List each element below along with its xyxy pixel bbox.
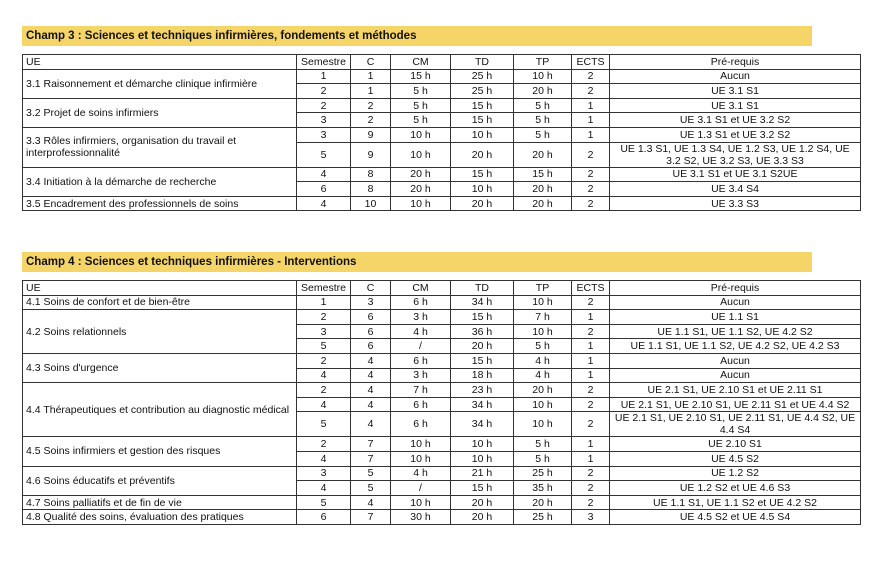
ue-cell: 3.4 Initiation à la démarche de recherche: [23, 167, 297, 196]
header-c: C: [351, 55, 391, 70]
c-cell: 9: [351, 142, 391, 167]
ects-cell: 2: [572, 397, 610, 412]
cm-cell: 10 h: [391, 437, 451, 452]
tp-cell: 25 h: [514, 466, 572, 481]
ue-cell: 3.5 Encadrement des professionnels de soins: [23, 196, 297, 211]
semestre-cell: 4: [297, 196, 351, 211]
tp-cell: 35 h: [514, 481, 572, 496]
header-c: C: [351, 281, 391, 296]
tp-cell: 10 h: [514, 324, 572, 339]
ects-cell: 2: [572, 142, 610, 167]
ects-cell: 1: [572, 339, 610, 354]
ue-cell: 4.3 Soins d'urgence: [23, 353, 297, 382]
semestre-cell: 4: [297, 481, 351, 496]
tp-cell: 25 h: [514, 510, 572, 525]
td-cell: 20 h: [451, 196, 514, 211]
cm-cell: /: [391, 481, 451, 496]
prerequis-cell: UE 2.1 S1, UE 2.10 S1, UE 2.11 S1 et UE 4.4 S2: [610, 397, 861, 412]
table-row: [23, 353, 861, 368]
tp-cell: 7 h: [514, 310, 572, 325]
td-cell: 25 h: [451, 69, 514, 84]
header-ects: ECTS: [572, 55, 610, 70]
ue-cell: 3.1 Raisonnement et démarche clinique infirmière: [23, 69, 297, 98]
prerequis-cell: UE 3.1 S1 et UE 3.1 S2UE: [610, 167, 861, 182]
tp-cell: 20 h: [514, 383, 572, 398]
c-cell: 8: [351, 167, 391, 182]
cm-cell: 10 h: [391, 127, 451, 142]
tp-cell: 5 h: [514, 339, 572, 354]
semestre-cell: 5: [297, 412, 351, 437]
cm-cell: 30 h: [391, 510, 451, 525]
ue-cell: 4.7 Soins palliatifs et de fin de vie: [23, 495, 297, 510]
table-row: [23, 466, 861, 481]
semestre-cell: 3: [297, 127, 351, 142]
semestre-cell: 4: [297, 451, 351, 466]
prerequis-cell: Aucun: [610, 69, 861, 84]
c-cell: 10: [351, 196, 391, 211]
table-row: [23, 510, 861, 525]
cm-cell: 4 h: [391, 466, 451, 481]
semestre-cell: 2: [297, 310, 351, 325]
header-prerequis: Pré-requis: [610, 55, 861, 70]
td-cell: 34 h: [451, 397, 514, 412]
c-cell: 2: [351, 113, 391, 128]
cm-cell: 6 h: [391, 295, 451, 310]
td-cell: 20 h: [451, 142, 514, 167]
prerequis-cell: UE 1.1 S1, UE 1.1 S2, UE 4.2 S2, UE 4.2 S3: [610, 339, 861, 354]
ects-cell: 2: [572, 481, 610, 496]
prerequis-cell: UE 1.3 S1 et UE 3.2 S2: [610, 127, 861, 142]
td-cell: 20 h: [451, 510, 514, 525]
semestre-cell: 6: [297, 182, 351, 197]
table-row: [23, 98, 861, 113]
prerequis-cell: UE 1.1 S1, UE 1.1 S2 et UE 4.2 S2: [610, 495, 861, 510]
ects-cell: 2: [572, 466, 610, 481]
table-row: [23, 295, 861, 310]
ects-cell: 2: [572, 383, 610, 398]
td-cell: 36 h: [451, 324, 514, 339]
td-cell: 15 h: [451, 113, 514, 128]
c-cell: 5: [351, 481, 391, 496]
ue-cell: 3.3 Rôles infirmiers, organisation du travail et interprofessionnalité: [23, 127, 297, 167]
table-row: [23, 167, 861, 182]
c-cell: 4: [351, 495, 391, 510]
c-cell: 3: [351, 295, 391, 310]
c-cell: 7: [351, 510, 391, 525]
table-row: [23, 69, 861, 84]
c-cell: 4: [351, 368, 391, 383]
header-semestre: Semestre: [297, 281, 351, 296]
prerequis-cell: UE 2.1 S1, UE 2.10 S1 et UE 2.11 S1: [610, 383, 861, 398]
semestre-cell: 3: [297, 324, 351, 339]
c-cell: 6: [351, 310, 391, 325]
semestre-cell: 6: [297, 510, 351, 525]
semestre-cell: 3: [297, 466, 351, 481]
champ3-title: Champ 3 : Sciences et techniques infirmières, fondements et méthodes: [22, 26, 812, 46]
cm-cell: 10 h: [391, 142, 451, 167]
semestre-cell: 5: [297, 495, 351, 510]
c-cell: 1: [351, 69, 391, 84]
ue-cell: 4.6 Soins éducatifs et préventifs: [23, 466, 297, 495]
c-cell: 2: [351, 98, 391, 113]
semestre-cell: 2: [297, 84, 351, 99]
champ3-table: [22, 54, 861, 211]
ue-cell: 3.2 Projet de soins infirmiers: [23, 98, 297, 127]
cm-cell: 3 h: [391, 310, 451, 325]
tp-cell: 10 h: [514, 397, 572, 412]
td-cell: 25 h: [451, 84, 514, 99]
prerequis-cell: UE 1.1 S1, UE 1.1 S2, UE 4.2 S2: [610, 324, 861, 339]
header-semestre: Semestre: [297, 55, 351, 70]
prerequis-cell: UE 3.3 S3: [610, 196, 861, 211]
ects-cell: 2: [572, 295, 610, 310]
table-row: [23, 383, 861, 398]
header-ue: UE: [23, 55, 297, 70]
semestre-cell: 1: [297, 295, 351, 310]
td-cell: 10 h: [451, 451, 514, 466]
prerequis-cell: UE 4.5 S2: [610, 451, 861, 466]
prerequis-cell: UE 3.1 S1: [610, 84, 861, 99]
cm-cell: 15 h: [391, 69, 451, 84]
c-cell: 5: [351, 466, 391, 481]
champ4-table: [22, 280, 861, 525]
semestre-cell: 5: [297, 339, 351, 354]
table-row: [23, 196, 861, 211]
tp-cell: 5 h: [514, 451, 572, 466]
cm-cell: 4 h: [391, 324, 451, 339]
prerequis-cell: UE 4.5 S2 et UE 4.5 S4: [610, 510, 861, 525]
header-ects: ECTS: [572, 281, 610, 296]
c-cell: 9: [351, 127, 391, 142]
prerequis-cell: UE 2.1 S1, UE 2.10 S1, UE 2.11 S1, UE 4.4 S2, UE 4.4 S4: [610, 412, 861, 437]
header-prerequis: Pré-requis: [610, 281, 861, 296]
ects-cell: 2: [572, 182, 610, 197]
tp-cell: 20 h: [514, 495, 572, 510]
td-cell: 21 h: [451, 466, 514, 481]
cm-cell: 6 h: [391, 397, 451, 412]
header-tp: TP: [514, 55, 572, 70]
cm-cell: 6 h: [391, 353, 451, 368]
ue-cell: 4.5 Soins infirmiers et gestion des risques: [23, 437, 297, 466]
c-cell: 4: [351, 397, 391, 412]
prerequis-cell: UE 1.1 S1: [610, 310, 861, 325]
semestre-cell: 3: [297, 113, 351, 128]
td-cell: 20 h: [451, 339, 514, 354]
semestre-cell: 4: [297, 167, 351, 182]
c-cell: 4: [351, 353, 391, 368]
ects-cell: 1: [572, 451, 610, 466]
prerequis-cell: UE 1.2 S2: [610, 466, 861, 481]
tp-cell: 20 h: [514, 182, 572, 197]
td-cell: 23 h: [451, 383, 514, 398]
cm-cell: 10 h: [391, 196, 451, 211]
tp-cell: 5 h: [514, 98, 572, 113]
tp-cell: 15 h: [514, 167, 572, 182]
tp-cell: 5 h: [514, 113, 572, 128]
tp-cell: 10 h: [514, 295, 572, 310]
td-cell: 15 h: [451, 98, 514, 113]
prerequis-cell: Aucun: [610, 368, 861, 383]
ue-cell: 4.4 Thérapeutiques et contribution au diagnostic médical: [23, 383, 297, 437]
tp-cell: 4 h: [514, 368, 572, 383]
td-cell: 15 h: [451, 353, 514, 368]
semestre-cell: 5: [297, 142, 351, 167]
cm-cell: 3 h: [391, 368, 451, 383]
ects-cell: 1: [572, 113, 610, 128]
header-cm: CM: [391, 55, 451, 70]
ects-cell: 1: [572, 127, 610, 142]
header-row: [23, 55, 861, 70]
ue-cell: 4.1 Soins de confort et de bien-être: [23, 295, 297, 310]
semestre-cell: 2: [297, 383, 351, 398]
td-cell: 34 h: [451, 412, 514, 437]
table-row: [23, 127, 861, 142]
prerequis-cell: Aucun: [610, 295, 861, 310]
semestre-cell: 4: [297, 368, 351, 383]
table-row: [23, 310, 861, 325]
tp-cell: 20 h: [514, 142, 572, 167]
td-cell: 10 h: [451, 182, 514, 197]
prerequis-cell: UE 1.2 S2 et UE 4.6 S3: [610, 481, 861, 496]
table-row: [23, 437, 861, 452]
header-td: TD: [451, 281, 514, 296]
table-row: [23, 495, 861, 510]
ue-cell: 4.8 Qualité des soins, évaluation des pratiques: [23, 510, 297, 525]
tp-cell: 5 h: [514, 437, 572, 452]
ects-cell: 1: [572, 353, 610, 368]
c-cell: 4: [351, 412, 391, 437]
header-cm: CM: [391, 281, 451, 296]
champ4-title: Champ 4 : Sciences et techniques infirmières - Interventions: [22, 252, 812, 272]
cm-cell: 6 h: [391, 412, 451, 437]
tp-cell: 4 h: [514, 353, 572, 368]
cm-cell: 20 h: [391, 167, 451, 182]
prerequis-cell: UE 3.1 S1 et UE 3.2 S2: [610, 113, 861, 128]
semestre-cell: 4: [297, 397, 351, 412]
c-cell: 8: [351, 182, 391, 197]
ects-cell: 1: [572, 437, 610, 452]
cm-cell: 5 h: [391, 98, 451, 113]
td-cell: 18 h: [451, 368, 514, 383]
ue-cell: 4.2 Soins relationnels: [23, 310, 297, 354]
tp-cell: 10 h: [514, 69, 572, 84]
td-cell: 15 h: [451, 481, 514, 496]
ects-cell: 2: [572, 84, 610, 99]
ects-cell: 2: [572, 69, 610, 84]
c-cell: 4: [351, 383, 391, 398]
ects-cell: 2: [572, 412, 610, 437]
prerequis-cell: UE 3.4 S4: [610, 182, 861, 197]
c-cell: 7: [351, 437, 391, 452]
td-cell: 20 h: [451, 495, 514, 510]
td-cell: 15 h: [451, 167, 514, 182]
ects-cell: 2: [572, 495, 610, 510]
header-td: TD: [451, 55, 514, 70]
cm-cell: 5 h: [391, 113, 451, 128]
tp-cell: 5 h: [514, 127, 572, 142]
prerequis-cell: UE 3.1 S1: [610, 98, 861, 113]
prerequis-cell: Aucun: [610, 353, 861, 368]
ects-cell: 2: [572, 196, 610, 211]
cm-cell: 20 h: [391, 182, 451, 197]
td-cell: 15 h: [451, 310, 514, 325]
c-cell: 6: [351, 339, 391, 354]
td-cell: 34 h: [451, 295, 514, 310]
semestre-cell: 2: [297, 353, 351, 368]
cm-cell: 10 h: [391, 451, 451, 466]
cm-cell: 7 h: [391, 383, 451, 398]
td-cell: 10 h: [451, 127, 514, 142]
header-ue: UE: [23, 281, 297, 296]
c-cell: 1: [351, 84, 391, 99]
td-cell: 10 h: [451, 437, 514, 452]
semestre-cell: 1: [297, 69, 351, 84]
c-cell: 7: [351, 451, 391, 466]
header-row: [23, 281, 861, 296]
ects-cell: 3: [572, 510, 610, 525]
prerequis-cell: UE 2.10 S1: [610, 437, 861, 452]
ects-cell: 2: [572, 167, 610, 182]
ects-cell: 1: [572, 310, 610, 325]
prerequis-cell: UE 1.3 S1, UE 1.3 S4, UE 1.2 S3, UE 1.2 S4, UE 3.2 S2, UE 3.2 S3, UE 3.3 S3: [610, 142, 861, 167]
cm-cell: 10 h: [391, 495, 451, 510]
tp-cell: 10 h: [514, 412, 572, 437]
ects-cell: 1: [572, 368, 610, 383]
tp-cell: 20 h: [514, 84, 572, 99]
tp-cell: 20 h: [514, 196, 572, 211]
c-cell: 6: [351, 324, 391, 339]
cm-cell: /: [391, 339, 451, 354]
cm-cell: 5 h: [391, 84, 451, 99]
ects-cell: 1: [572, 98, 610, 113]
ects-cell: 2: [572, 324, 610, 339]
semestre-cell: 2: [297, 437, 351, 452]
semestre-cell: 2: [297, 98, 351, 113]
header-tp: TP: [514, 281, 572, 296]
